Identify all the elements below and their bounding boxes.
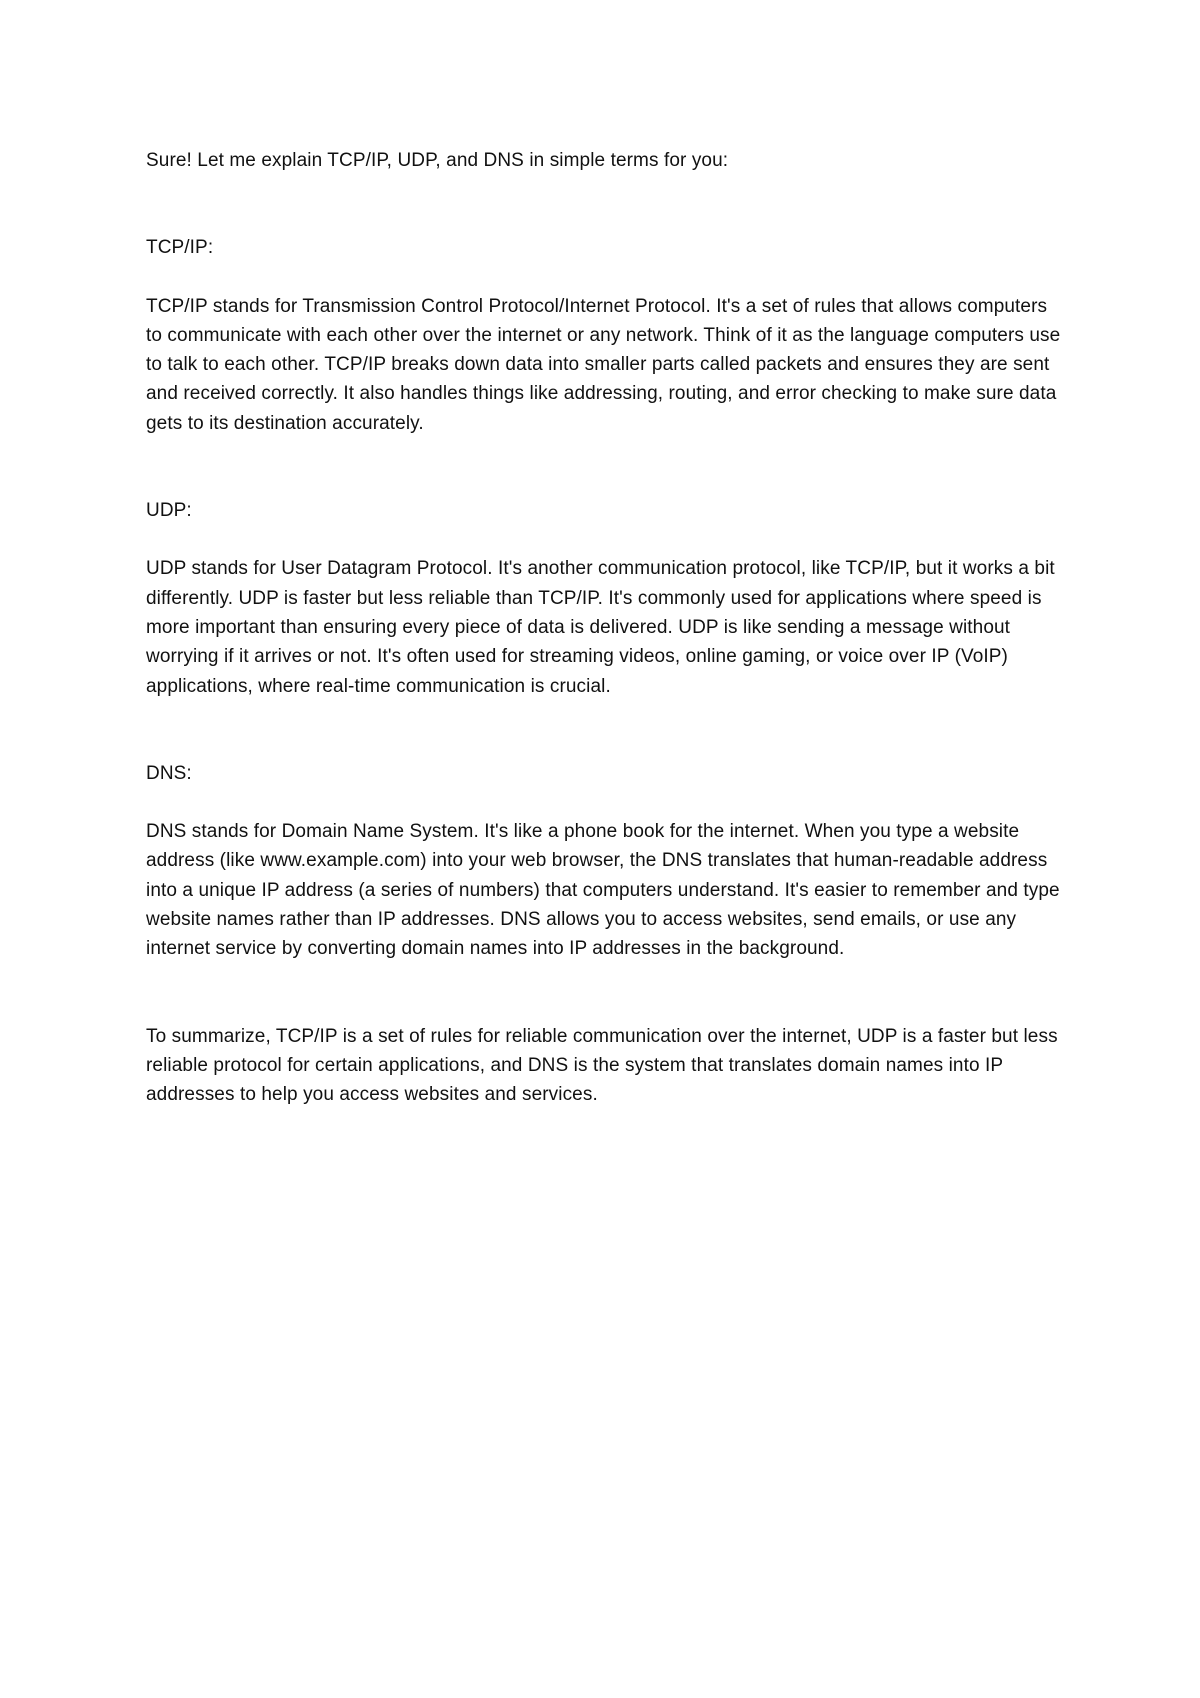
section-heading-tcpip: TCP/IP: (146, 237, 214, 259)
intro-paragraph: Sure! Let me explain TCP/IP, UDP, and DNS in simple terms for you: (146, 150, 729, 171)
section-body-tcpip: TCP/IP stands for Transmission Control Protocol/Internet Protocol. It's a set of rules that allows computers to communicate with each other over the internet or any network. Think of it as the language computers use to talk to each other. TCP/IP breaks down data into smaller parts called packets and ensures they are sent and received correctly. It also handles things like addressing, routing, and error checking to make sure data gets to its destination accurately. (146, 295, 1061, 434)
section-body-dns: DNS stands for Domain Name System. It's like a phone book for the internet. When you type a website address (like www.example.com) into your web browser, the DNS translates that human-readable address into a unique IP address (a series of numbers) that computers understand. It's easier to remember and type website names rather than IP addresses. DNS allows you to access websites, send emails, or use any internet service by converting domain names into IP addresses in the background. (146, 821, 1060, 960)
spacer (146, 525, 1066, 554)
spacer (146, 438, 1066, 496)
spacer (146, 701, 1066, 759)
section-body-udp: UDP stands for User Datagram Protocol. It's another communication protocol, like TCP/IP, but it works a bit differently. UDP is faster but less reliable than TCP/IP. It's commonly used for applications where speed is more important than ensuring every piece of data is delivered. UDP is like sending a message without worrying if it arrives or not. It's often used for streaming videos, online gaming, or voice over IP (VoIP) applications, where real-time communication is crucial. (146, 558, 1055, 697)
section-heading-dns: DNS: (146, 762, 192, 784)
section-heading-udp: UDP: (146, 500, 192, 522)
summary-paragraph: To summarize, TCP/IP is a set of rules for reliable communication over the internet, UDP is a faster but less reliable protocol for certain applications, and DNS is the system that translates domain names into IP addresses to help you access websites and services. (146, 1025, 1058, 1106)
spacer (146, 788, 1066, 817)
spacer (146, 964, 1066, 1022)
spacer (146, 175, 1066, 233)
spacer (146, 263, 1066, 292)
document-body (146, 146, 1066, 1110)
